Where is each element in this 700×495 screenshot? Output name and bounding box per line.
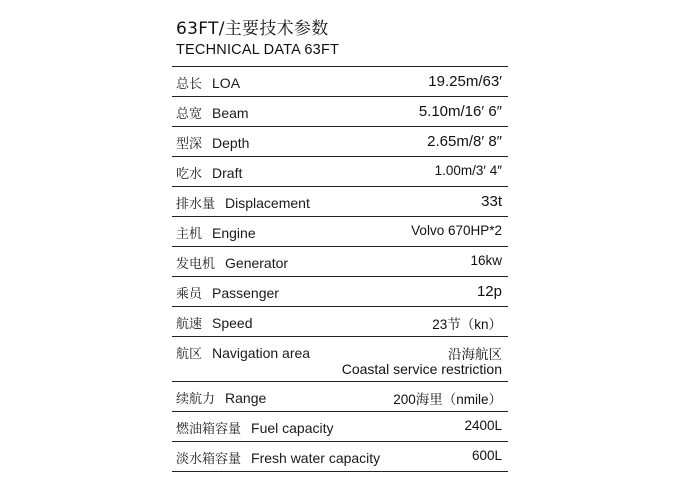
spec-value: 12p (476, 283, 502, 300)
spec-row-navigation-area (172, 337, 508, 382)
spec-value: 33t (481, 193, 502, 210)
spec-value-secondary: Coastal service restriction (341, 361, 502, 377)
spec-value: 19.25m/63′ (428, 73, 502, 90)
spec-row-speed (172, 307, 508, 337)
spec-label-zh: 航区 (176, 347, 203, 362)
page-subtitle: TECHNICAL DATA 63FT (176, 42, 340, 58)
spec-label (176, 163, 242, 182)
spec-label (176, 73, 240, 92)
spec-row-engine (172, 217, 508, 247)
spec-label (176, 343, 310, 362)
spec-label (176, 448, 380, 467)
spec-value: 2.65m/8′ 8″ (427, 133, 502, 150)
spec-table (172, 66, 508, 472)
spec-value: 600L (471, 448, 502, 463)
spec-label-zh: 发电机 (176, 257, 216, 272)
spec-label (176, 223, 256, 242)
spec-label-en: Passenger (212, 285, 279, 301)
spec-value: 200海里（nmile） (393, 392, 502, 407)
spec-label (176, 103, 249, 122)
spec-label (176, 418, 334, 437)
spec-label-zh: 型深 (176, 137, 203, 152)
spec-label-en: Generator (225, 255, 289, 271)
spec-label-zh: 乘员 (176, 287, 203, 302)
spec-row-generator (172, 247, 508, 277)
spec-label-en: Navigation area (212, 345, 311, 361)
spec-label-zh: 淡水箱容量 (176, 452, 242, 467)
spec-row-loa (172, 67, 508, 97)
spec-value: 16kw (470, 253, 502, 268)
spec-row-fuel-capacity (172, 412, 508, 442)
page-title: 63FT/主要技术参数 (176, 19, 329, 39)
spec-label-zh: 总长 (176, 77, 203, 92)
spec-label-en: Fuel capacity (251, 420, 334, 436)
spec-value: 23节（kn） (432, 317, 502, 332)
spec-label-zh: 续航力 (176, 392, 216, 407)
spec-row-beam (172, 97, 508, 127)
spec-label-en: Beam (212, 105, 249, 121)
spec-label-en: Fresh water capacity (251, 450, 381, 466)
spec-label-en: Speed (212, 315, 253, 331)
spec-label (176, 133, 249, 152)
spec-value: 沿海航区 (448, 347, 502, 362)
spec-label-en: Displacement (225, 195, 310, 211)
spec-label-zh: 燃油箱容量 (176, 422, 242, 437)
spec-label-en: Draft (212, 165, 243, 181)
spec-value: 1.00m/3′ 4″ (434, 163, 502, 178)
spec-label (176, 388, 266, 407)
spec-label-en: Engine (212, 225, 256, 241)
spec-value: Volvo 670HP*2 (411, 223, 502, 238)
spec-label-zh: 排水量 (176, 197, 216, 212)
spec-row-draft (172, 157, 508, 187)
spec-label-en: Range (225, 390, 267, 406)
spec-label (176, 193, 310, 212)
spec-label-zh: 航速 (176, 317, 203, 332)
spec-label (176, 253, 288, 272)
spec-label-zh: 主机 (176, 227, 203, 242)
spec-label-zh: 总宽 (176, 107, 203, 122)
spec-label-en: LOA (212, 75, 241, 91)
spec-row-depth (172, 127, 508, 157)
spec-row-displacement (172, 187, 508, 217)
spec-value: 5.10m/16′ 6″ (418, 103, 502, 120)
spec-label (176, 283, 279, 302)
spec-label-zh: 吃水 (176, 167, 203, 182)
spec-label (176, 313, 253, 332)
spec-label-en: Depth (212, 135, 250, 151)
spec-value: 2400L (464, 418, 502, 433)
spec-row-passenger (172, 277, 508, 307)
spec-row-fresh-water-capacity (172, 442, 508, 472)
spec-row-range (172, 382, 508, 412)
